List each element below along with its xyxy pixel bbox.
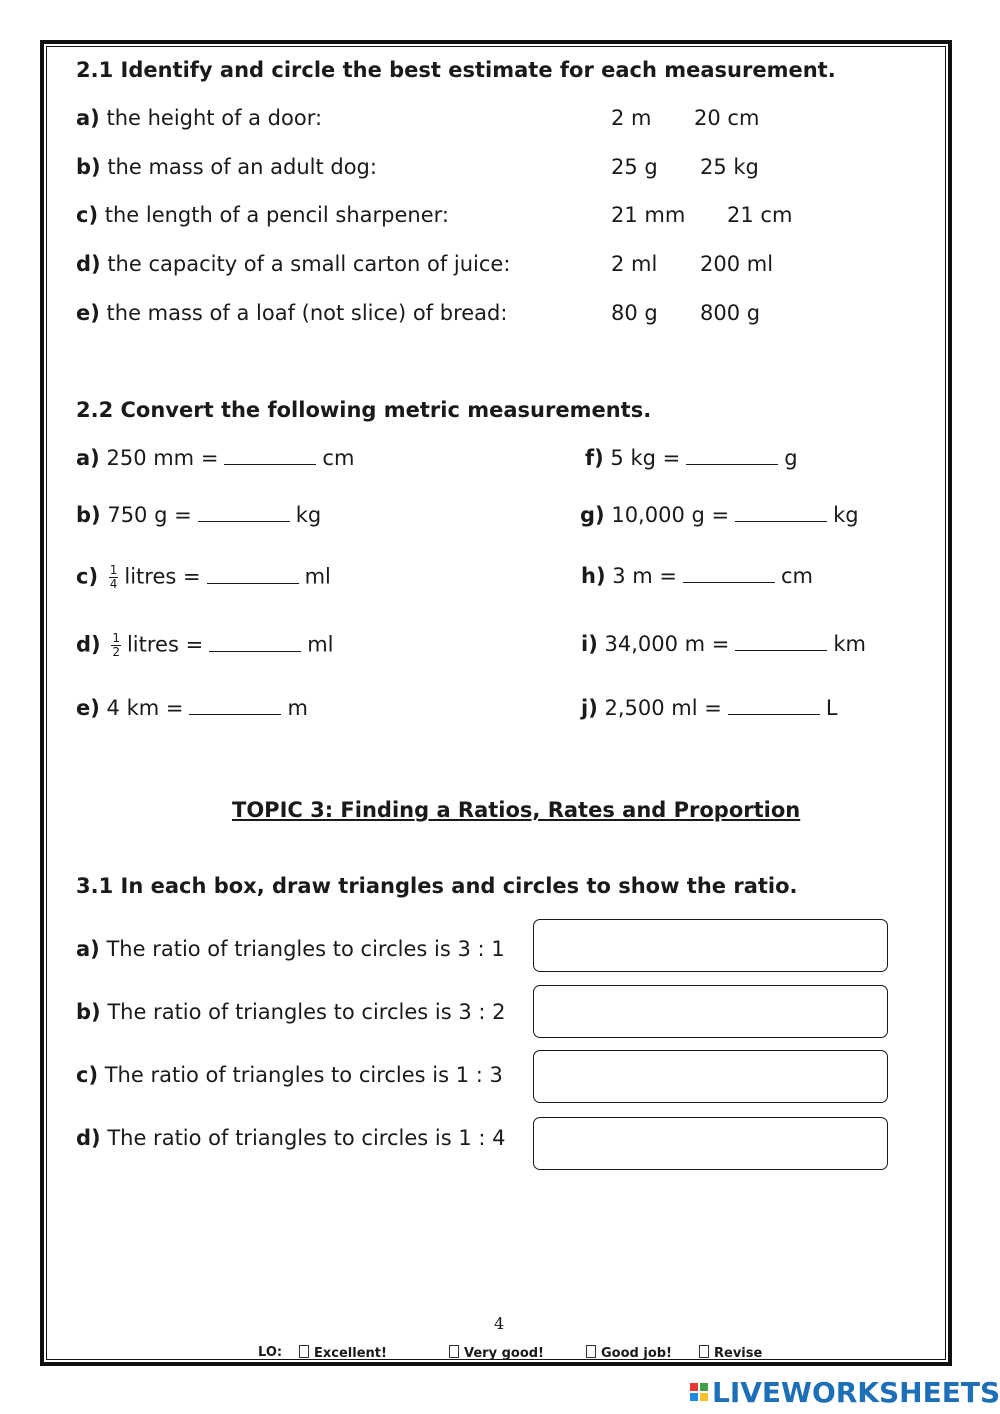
estimate-option-2[interactable]: 20 cm <box>694 106 760 130</box>
estimate-option-2[interactable]: 200 ml <box>700 252 774 276</box>
drawing-box[interactable] <box>533 1117 888 1170</box>
item-letter: c) <box>76 1063 99 1087</box>
answer-blank[interactable] <box>209 633 301 652</box>
conversion-unit: kg <box>295 503 322 527</box>
conversion-unit: kg <box>833 503 859 527</box>
estimate-option-2[interactable]: 21 cm <box>727 203 793 227</box>
section-2-1-heading: 2.1 Identify and circle the best estimate for each measurement. <box>76 58 836 82</box>
drawing-box[interactable] <box>533 919 888 972</box>
item-letter: e) <box>76 301 100 325</box>
conversion-unit: ml <box>307 632 334 657</box>
conversion-expression: 10,000 g = <box>611 503 730 527</box>
item-letter: b) <box>76 155 101 179</box>
logo-square <box>690 1393 698 1401</box>
estimate-row <box>76 106 322 130</box>
item-text: the length of a pencil sharpener: <box>104 203 449 227</box>
answer-blank[interactable] <box>189 696 281 715</box>
item-text: the height of a door: <box>106 106 323 130</box>
conversion-unit: cm <box>781 564 814 588</box>
item-letter: a) <box>76 106 100 130</box>
answer-blank[interactable] <box>683 564 775 583</box>
rating-revise[interactable]: Revise <box>699 1345 762 1361</box>
conversion-expression: 3 m = <box>612 564 678 588</box>
fraction <box>111 632 121 659</box>
item-letter: f) <box>585 446 604 470</box>
conversion-row <box>76 446 354 470</box>
conversion-expression: 4 km = <box>106 696 184 720</box>
lo-label: LO: <box>258 1345 283 1360</box>
rating-good-job[interactable]: Good job! <box>586 1345 672 1361</box>
estimate-option-1[interactable]: 25 g <box>611 155 658 179</box>
checkbox-icon <box>699 1345 709 1358</box>
item-letter: d) <box>76 632 101 657</box>
topic-3-title: TOPIC 3: Finding a Ratios, Rates and Proportion <box>232 798 801 822</box>
logo-square <box>700 1383 708 1391</box>
estimate-option-1[interactable]: 80 g <box>611 301 658 325</box>
conversion-row <box>76 503 321 527</box>
page-number: 4 <box>494 1314 505 1333</box>
item-letter: d) <box>76 1126 101 1150</box>
item-letter: g) <box>580 503 605 527</box>
estimate-option-1[interactable]: 2 ml <box>611 252 658 276</box>
rating-very-good[interactable]: Very good! <box>449 1345 544 1361</box>
conversion-row <box>585 446 798 470</box>
answer-blank[interactable] <box>735 632 827 651</box>
item-letter: i) <box>581 632 598 656</box>
conversion-expression: 250 mm = <box>106 446 219 470</box>
item-text: the mass of a loaf (not slice) of bread: <box>106 301 508 325</box>
estimate-row <box>76 252 510 276</box>
estimate-option-1[interactable]: 2 m <box>611 106 652 130</box>
ratio-row <box>76 937 505 961</box>
fraction <box>109 564 119 591</box>
estimate-row <box>76 301 507 325</box>
item-text: the capacity of a small carton of juice: <box>107 252 511 276</box>
fraction-numerator: 1 <box>112 631 120 645</box>
drawing-box[interactable] <box>533 1050 888 1103</box>
conversion-unit: L <box>825 696 838 720</box>
logo-square <box>690 1383 698 1391</box>
conversion-unit: g <box>784 446 798 470</box>
answer-blank[interactable] <box>207 565 299 584</box>
ratio-row <box>76 1000 505 1024</box>
estimate-option-1[interactable]: 21 mm <box>611 203 686 227</box>
item-letter: a) <box>76 446 100 470</box>
conversion-expression: 34,000 m = <box>604 632 730 656</box>
conversion-row <box>76 564 331 591</box>
answer-blank[interactable] <box>686 446 778 465</box>
conversion-row <box>76 696 308 720</box>
answer-blank[interactable] <box>198 503 290 522</box>
ratio-text: The ratio of triangles to circles is 1 : 3 <box>104 1063 503 1087</box>
item-letter: e) <box>76 696 100 720</box>
estimate-row <box>76 203 449 227</box>
conversion-unit: ml <box>304 564 331 589</box>
ratio-text: The ratio of triangles to circles is 3 : 2 <box>107 1000 506 1024</box>
drawing-box[interactable] <box>533 985 888 1038</box>
ratio-text: The ratio of triangles to circles is 3 : 1 <box>106 937 505 961</box>
section-3-1-heading: 3.1 In each box, draw triangles and circles to show the ratio. <box>76 874 798 898</box>
conversion-row <box>581 564 813 588</box>
conversion-expression: litres = <box>126 632 204 657</box>
checkbox-icon <box>449 1345 459 1358</box>
fraction-denominator: 2 <box>112 645 120 659</box>
section-2-2-heading: 2.2 Convert the following metric measurements. <box>76 398 652 422</box>
fraction-denominator: 4 <box>109 577 118 591</box>
item-letter: j) <box>581 696 598 720</box>
answer-blank[interactable] <box>735 503 827 522</box>
rating-excellent[interactable]: Excellent! <box>299 1345 387 1361</box>
estimate-option-2[interactable]: 25 kg <box>700 155 759 179</box>
item-letter: b) <box>76 503 101 527</box>
logo-square <box>700 1393 708 1401</box>
conversion-row <box>581 696 838 720</box>
liveworksheets-wordmark: LIVEWORKSHEETS <box>712 1375 1000 1409</box>
estimate-option-2[interactable]: 800 g <box>700 301 761 325</box>
ratio-row <box>76 1126 505 1150</box>
fraction-numerator: 1 <box>109 563 118 577</box>
ratio-row <box>76 1063 503 1087</box>
item-letter: c) <box>76 564 99 589</box>
answer-blank[interactable] <box>728 696 820 715</box>
conversion-unit: km <box>833 632 866 656</box>
checkbox-icon <box>586 1345 596 1358</box>
estimate-row <box>76 155 377 179</box>
item-letter: a) <box>76 937 100 961</box>
item-letter: b) <box>76 1000 101 1024</box>
item-text: the mass of an adult dog: <box>107 155 377 179</box>
checkbox-icon <box>299 1345 309 1358</box>
ratio-text: The ratio of triangles to circles is 1 : 4 <box>107 1126 506 1150</box>
conversion-unit: m <box>287 696 308 720</box>
conversion-expression: 750 g = <box>107 503 192 527</box>
item-letter: h) <box>581 564 606 588</box>
answer-blank[interactable] <box>224 446 316 465</box>
conversion-expression: 2,500 ml = <box>604 696 722 720</box>
conversion-unit: cm <box>322 446 355 470</box>
conversion-expression: litres = <box>124 564 201 589</box>
liveworksheets-logo-icon <box>690 1383 708 1401</box>
conversion-expression: 5 kg = <box>610 446 681 470</box>
item-letter: c) <box>76 203 99 227</box>
conversion-row <box>581 632 866 656</box>
conversion-row <box>76 632 333 659</box>
conversion-row <box>580 503 859 527</box>
item-letter: d) <box>76 252 101 276</box>
liveworksheets-logo[interactable] <box>690 1376 1000 1408</box>
